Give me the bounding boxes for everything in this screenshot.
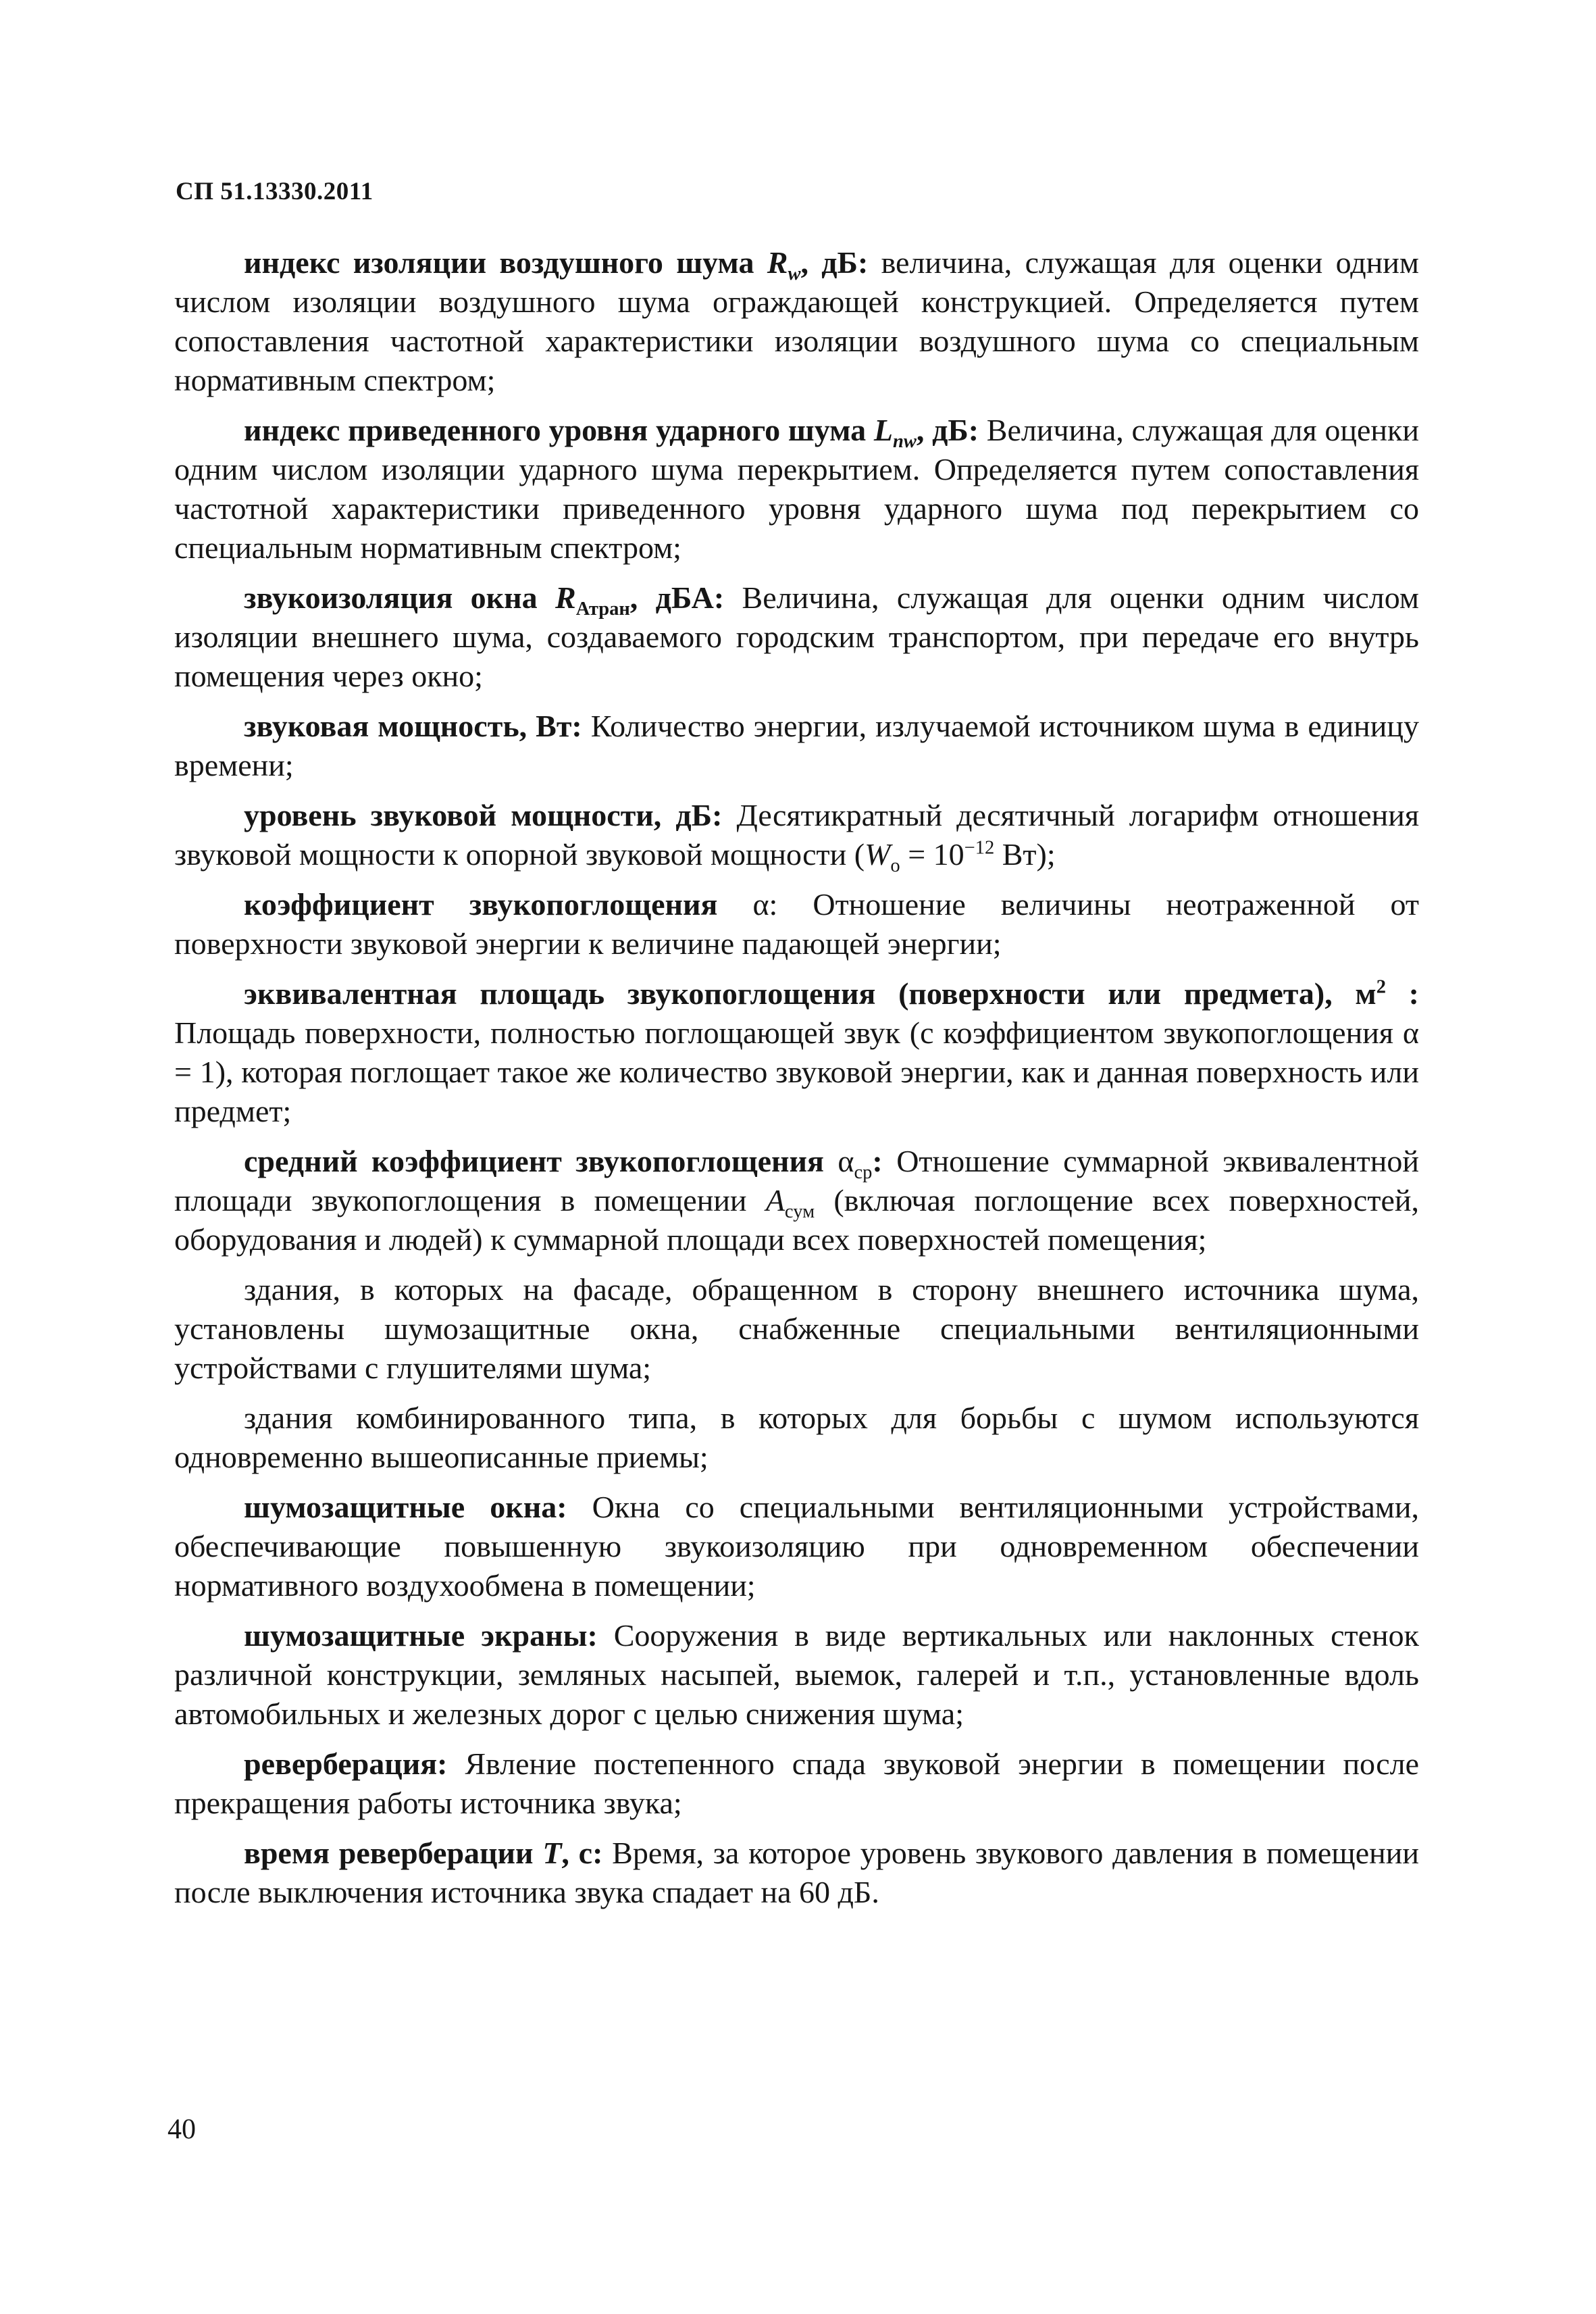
- body-paragraph: здания комбинированного типа, в которых для борьбы с шумом используются одновременно вышеописанные приемы;: [174, 1401, 1419, 1474]
- definition-text: Десятикратный десятичный логарифм отношения звуковой мощности к опорной звуковой мощности ($W_о = 10^{-12}$ Вт);: [174, 798, 1419, 877]
- definition-paragraph: коэффициент звукопоглощения α: Отношение величины неотраженной от поверхности звуковой энергии к величине падающей энергии;: [174, 887, 1419, 961]
- term: эквивалентная площадь звукопоглощения (поверхности или предмета), $м^2$ :: [244, 976, 1419, 1011]
- definition-paragraph: [174, 411, 1419, 568]
- term: средний коэффициент звукопоглощения: [244, 1144, 838, 1178]
- term: звуковая мощность, Вт:: [244, 709, 582, 743]
- term: уровень звуковой мощности, дБ:: [244, 798, 723, 832]
- definition-text: величина, служащая для оценки одним числом изоляции воздушного шума ограждающей конструкцией. Определяется путем сопоставления частотной характеристики изоляции воздушного шума со специальным нормативным спектром;: [174, 245, 1420, 397]
- term: шумозащитные окна:: [244, 1490, 567, 1524]
- term: реверберация:: [244, 1746, 448, 1781]
- definition-text: Окна со специальными вентиляционными устройствами, обеспечивающие повышенную звукоизоляцию при одновременном обеспечении нормативного воздухообмена в помещении;: [174, 1490, 1419, 1603]
- definition-paragraph: [174, 578, 1419, 696]
- definition-text: Количество энергии, излучаемой источником шума в единицу времени;: [174, 709, 1420, 782]
- term: индекс изоляции воздушного шума $R_w$, дБ:: [244, 245, 869, 285]
- term: коэффициент звукопоглощения: [244, 887, 753, 922]
- definition-paragraph: [174, 1834, 1419, 1912]
- term: звукоизоляция окна $R_{Атран}$, дБА:: [244, 580, 725, 620]
- definition-paragraph: [174, 243, 1419, 400]
- definition-paragraph: [174, 796, 1419, 877]
- definition-text: Отношение суммарной эквивалентной площади звукопоглощения в помещении $A_{сум}$ (включая поглощение всех поверхностей, оборудования и людей) к суммарной площади всех поверхностей помещения;: [174, 1144, 1419, 1257]
- definition-text: Сооружения в виде вертикальных или наклонных стенок различной конструкции, земляных насыпей, выемок, галерей и т.п., установленные вдоль автомобильных и железных дорог с целью снижения шума;: [174, 1618, 1419, 1731]
- document-code: СП 51.13330.2011: [176, 178, 374, 205]
- definition-paragraph: [174, 974, 1419, 1131]
- term: время реверберации T, с:: [244, 1836, 603, 1870]
- definition-text: Величина, служащая для оценки одним числом изоляции внешнего шума, создаваемого городским транспортом, при передаче его внутрь помещения через окно;: [174, 580, 1419, 693]
- definition-paragraph: средний коэффициент звукопоглощения $\alpha_{ср}$: Отношение суммарной эквивалентной площади звукопоглощения в помещении $A_{сум}$ (включая поглощение всех поверхностей, оборудования и людей) к суммарной площади всех поверхностей помещения;: [174, 1144, 1419, 1257]
- definition-text: Отношение величины неотраженной от поверхности звуковой энергии к величине падающей энергии;: [174, 887, 1419, 961]
- definition-text: Величина, служащая для оценки одним числом изоляции ударного шума перекрытием. Определяется путем сопоставления частотной характеристики приведенного уровня ударного шума под перекрытием со специальным нормативным спектром;: [174, 413, 1419, 565]
- page-number: 40: [168, 2114, 196, 2145]
- term: индекс приведенного уровня ударного шума $L_{nw}$, дБ:: [244, 413, 979, 453]
- definition-paragraph: [174, 1744, 1419, 1823]
- definition-paragraph: [174, 707, 1419, 785]
- body-text: [174, 243, 1419, 1923]
- definition-text: Время, за которое уровень звукового давления в помещении после выключения источника звука спадает на 60 дБ.: [174, 1836, 1419, 1909]
- definition-text: Явление постепенного спада звуковой энергии в помещении после прекращения работы источника звука;: [174, 1746, 1419, 1820]
- term: шумозащитные экраны:: [244, 1618, 598, 1653]
- definition-paragraph: [174, 1616, 1419, 1734]
- definition-paragraph: [174, 1488, 1419, 1605]
- definition-text: Площадь поверхности, полностью поглощающей звук (с коэффициентом звукопоглощения α = 1), которая поглощает такое же количество звуковой энергии, как и данная поверхность или предмет;: [174, 1015, 1419, 1128]
- body-paragraph: здания, в которых на фасаде, обращенном в сторону внешнего источника шума, установлены шумозащитные окна, снабженные специальными вентиляционными устройствами с глушителями шума;: [174, 1272, 1419, 1385]
